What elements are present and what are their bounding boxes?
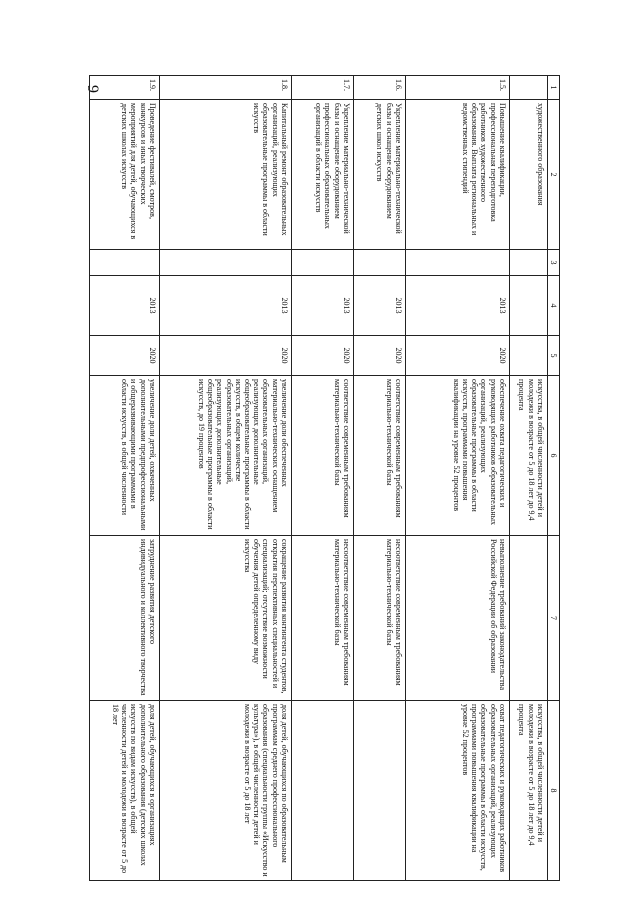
- row-risks: сокращение развития контингента студентов, открытия перспективных специальностей и специализаций; отсутствие возможности обучения детей определенному виду искусства: [159, 536, 291, 701]
- row-risks: несоответствие современным требованиям материально-технической базы: [353, 536, 405, 701]
- table-row: [159, 76, 291, 881]
- row-c3: [405, 250, 509, 276]
- table-row: [405, 76, 509, 881]
- row-start: 2013: [89, 276, 159, 336]
- row-num: 1.5.: [405, 76, 509, 100]
- row-start: 2013: [353, 276, 405, 336]
- program-table: [89, 75, 560, 881]
- row-name: Укрепление материально-технической базы и оснащение оборудованием детских школ искусств: [353, 100, 405, 250]
- row-c3: [159, 250, 291, 276]
- row-result: обеспечение охвата педагогических и руководящих работников образовательных организаций, реализующих образовательные программы в области искусств, программами повышения квалификации на уровне 52 процентов: [405, 376, 509, 536]
- header-cell: 1: [547, 76, 559, 100]
- row-name: Капитальный ремонт образовательных организаций, реализующих образовательные программы в области искусств: [159, 100, 291, 250]
- header-cell: 5: [547, 336, 559, 376]
- row-risks: несоответствие современным требованиям материально-технической базы: [291, 536, 353, 701]
- header-cell: 2: [547, 100, 559, 250]
- row-indicator: [291, 701, 353, 881]
- header-cell: 4: [547, 276, 559, 336]
- row-result: увеличение доли обеспеченных материально-технических оснащением образовательных организаций, реализующих дополнительные общеобразовательные программы в области искусств, в общем количестве образовательных организаций, реализующих дополнительные общеобразовательные программы в области искусств, до 19 процентов: [159, 376, 291, 536]
- row-end: 2020: [89, 336, 159, 376]
- row-c3: [353, 250, 405, 276]
- row-risks: затруднение развития детского индивидуального и коллективного творчества: [89, 536, 159, 701]
- row-result: соответствие современным требованиям материально-технической базы: [291, 376, 353, 536]
- row-c3: [291, 250, 353, 276]
- header-cell: 3: [547, 250, 559, 276]
- row-num: 1.7.: [291, 76, 353, 100]
- empty-cell: [509, 536, 547, 701]
- row-indicator: доля детей, обучающихся в организациях дополнительного образования (детских школах искусств по видам искусств), в общей численности детей и молодежи в возрасте от 5 до 18 лет: [89, 701, 159, 881]
- row-end: 2020: [291, 336, 353, 376]
- row-num: 1.6.: [353, 76, 405, 100]
- row-name: Повышение квалификации, профессиональная переподготовка работников художественного образования. Выплата региональных и ведомственных стипендий: [405, 100, 509, 250]
- continuation-row: [509, 76, 547, 881]
- row-risks: невыполнение требований законодательства Российской Федерации об образовании: [405, 536, 509, 701]
- row-end: 2020: [405, 336, 509, 376]
- table-row: [89, 76, 159, 881]
- header-cell: 7: [547, 536, 559, 701]
- continuation-indicator: искусства, в общей численности детей и молодежи в возрасте от 5 до 18 лет до 9,4 процента: [509, 701, 547, 881]
- row-num: 1.8.: [159, 76, 291, 100]
- row-result: соответствие современным требованиям материально-технической базы: [353, 376, 405, 536]
- row-c3: [89, 250, 159, 276]
- row-indicator: охват педагогических и руководящих работников образовательных организаций, реализующих образовательные программы в области искусств, программами повышения квалификации на уровне 52 процентов: [405, 701, 509, 881]
- row-start: 2013: [159, 276, 291, 336]
- table-row: [291, 76, 353, 881]
- row-num: 1.9.: [89, 76, 159, 100]
- header-cell: 8: [547, 701, 559, 881]
- empty-cell: [509, 336, 547, 376]
- row-indicator: [353, 701, 405, 881]
- row-start: 2013: [405, 276, 509, 336]
- row-start: 2013: [291, 276, 353, 336]
- row-indicator: доля детей, обучающихся по образовательным программам среднего профессионального образования (специальности группы «Искусство и культура»), в общей численности детей и молодежи в возрасте от 5 до 18 лет: [159, 701, 291, 881]
- header-row: [547, 76, 559, 881]
- header-cell: 6: [547, 376, 559, 536]
- continuation-name: художественного образования: [509, 100, 547, 250]
- row-name: Проведение фестивалей, смотров, конкурсов и иных творческих мероприятий для детей, обучающихся в детских школах искусств: [89, 100, 159, 250]
- row-result: увеличение доли детей, охваченных дополнительными предпрофессиональными и общеразвивающими программами в области искусств, в общей численности: [89, 376, 159, 536]
- row-name: Укрепление материально-технической базы и оснащение оборудованием профессиональных образовательных организаций в области искусств: [291, 100, 353, 250]
- empty-cell: [509, 250, 547, 276]
- page-number: 9: [84, 85, 101, 93]
- row-end: 2020: [353, 336, 405, 376]
- row-num: [509, 76, 547, 100]
- empty-cell: [509, 276, 547, 336]
- rotated-table-container: [100, 75, 560, 880]
- row-end: 2020: [159, 336, 291, 376]
- table-row: [353, 76, 405, 881]
- continuation-result: искусства, в общей численности детей и молодежи в возрасте от 5 до 18 лет до 9,4 процента: [509, 376, 547, 536]
